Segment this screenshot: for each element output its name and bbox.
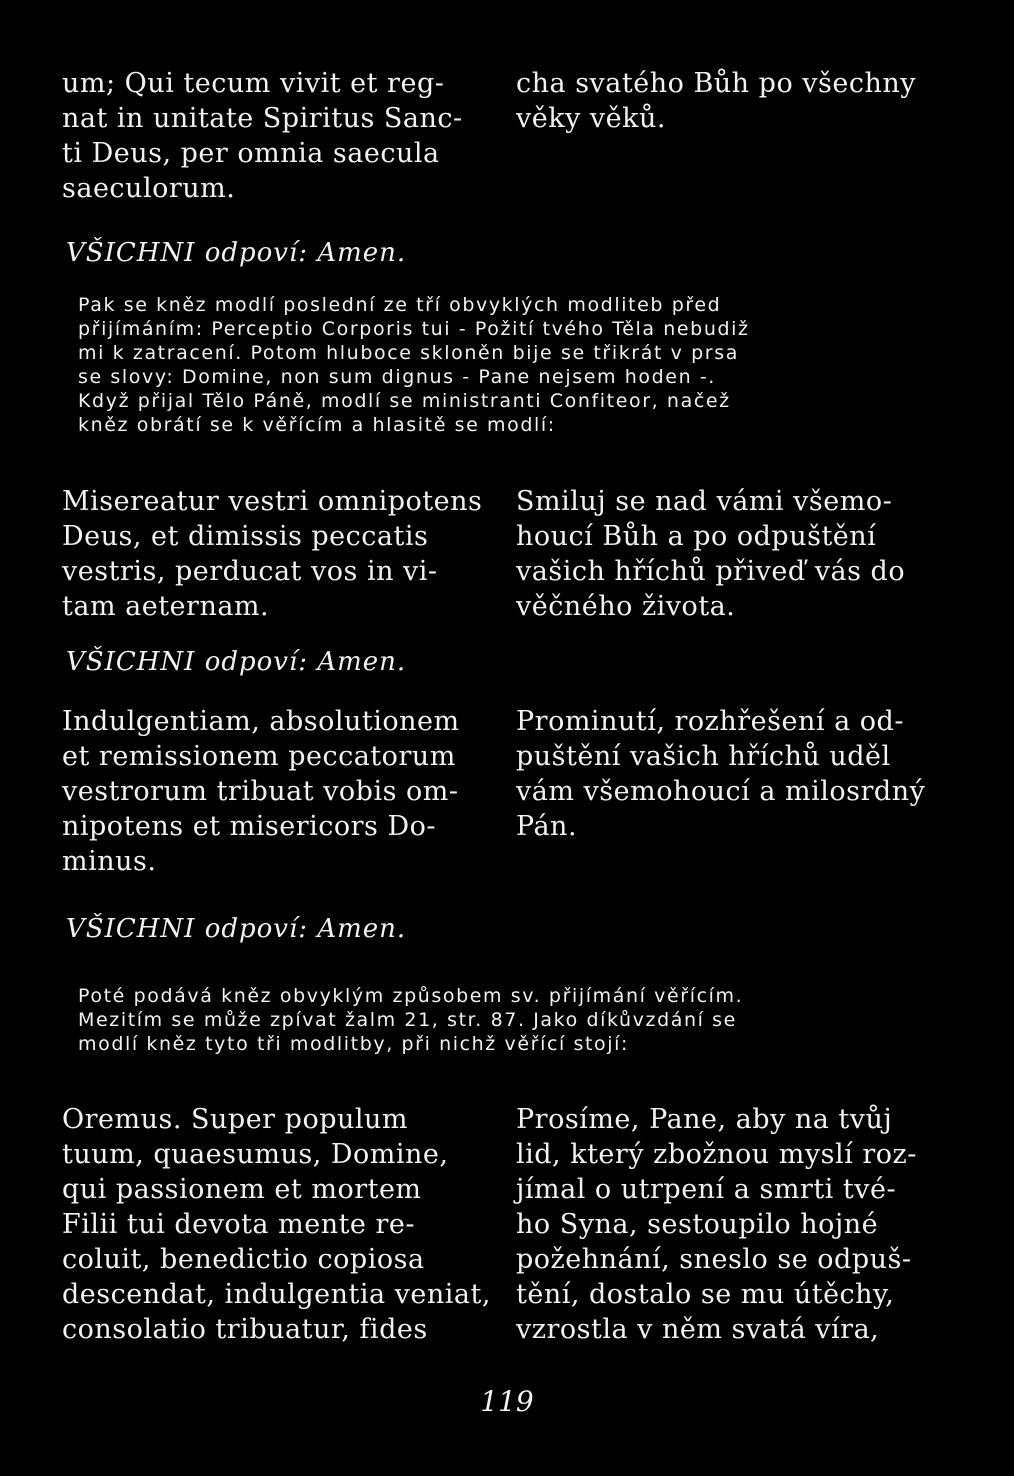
prayer-section-1 bbox=[62, 66, 952, 206]
response-amen: VŠICHNI odpoví: Amen. bbox=[66, 647, 407, 677]
latin-text: Indulgentiam, absolutionem et remissionem peccatorum vestrorum tribuat vobis om- nipotens et misericors Do- minus. bbox=[62, 706, 460, 877]
latin-text: Misereatur vestri omnipotens Deus, et dimissis peccatis vestris, perducat vos in vi- tam aeternam. bbox=[62, 486, 483, 622]
prayer-section-4 bbox=[62, 1102, 952, 1347]
latin-text: um; Qui tecum vivit et reg- nat in unitate Spiritus Sanc- ti Deus, per omnia saecula saeculorum. bbox=[62, 68, 463, 204]
prayer-section-2 bbox=[62, 484, 952, 624]
rubric-instruction: Pak se kněz modlí poslední ze tří obvyklých modliteb před přijímáním: Perceptio Corporis tui - Požití tvého Těla nebudiž mi k zatracení. Potom hluboce skloněn bije se třikrát v prsa se slovy: Domine, non sum dignus - Pane nejsem hoden -. Když přijal Tělo Páně, modlí se ministranti Confiteor, načež kněz obrátí se k věřícím a hlasitě se modlí: bbox=[78, 294, 750, 436]
rubric-instruction: Poté podává kněz obvyklým způsobem sv. přijímání věřícím. Mezitím se může zpívat žalm 21, str. 87. Jako díkůvzdání se modlí kněz tyto tři modlitby, při nichž věřící stojí: bbox=[78, 985, 744, 1055]
czech-text: cha svatého Bůh po všechny věky věků. bbox=[516, 68, 917, 134]
czech-text: Prosíme, Pane, aby na tvůj lid, který zbožnou myslí roz- jímal o utrpení a smrti tvé- ho Syna, sestoupilo hojné požehnání, sneslo se odpuš- tění, dostalo se mu útěchy, vzrostla v něm svatá víra, bbox=[516, 1104, 917, 1345]
response-amen: VŠICHNI odpoví: Amen. bbox=[66, 238, 407, 268]
czech-text: Smiluj se nad vámi všemo- houcí Bůh a po odpuštění vašich hříchů přiveď vás do věčného života. bbox=[516, 486, 906, 622]
page-number: 119 bbox=[480, 1385, 534, 1418]
latin-text: Oremus. Super populum tuum, quaesumus, Domine, qui passionem et mortem Filii tui devota mente re- coluit, benedictio copiosa descendat, indulgentia veniat, consolatio tribuatur, fides bbox=[62, 1104, 491, 1345]
prayer-section-3 bbox=[62, 704, 952, 879]
czech-text: Prominutí, rozhřešení a od- puštění vašich hříchů uděl vám všemohoucí a milosrdný Pán. bbox=[516, 706, 926, 842]
response-amen: VŠICHNI odpoví: Amen. bbox=[66, 914, 407, 944]
